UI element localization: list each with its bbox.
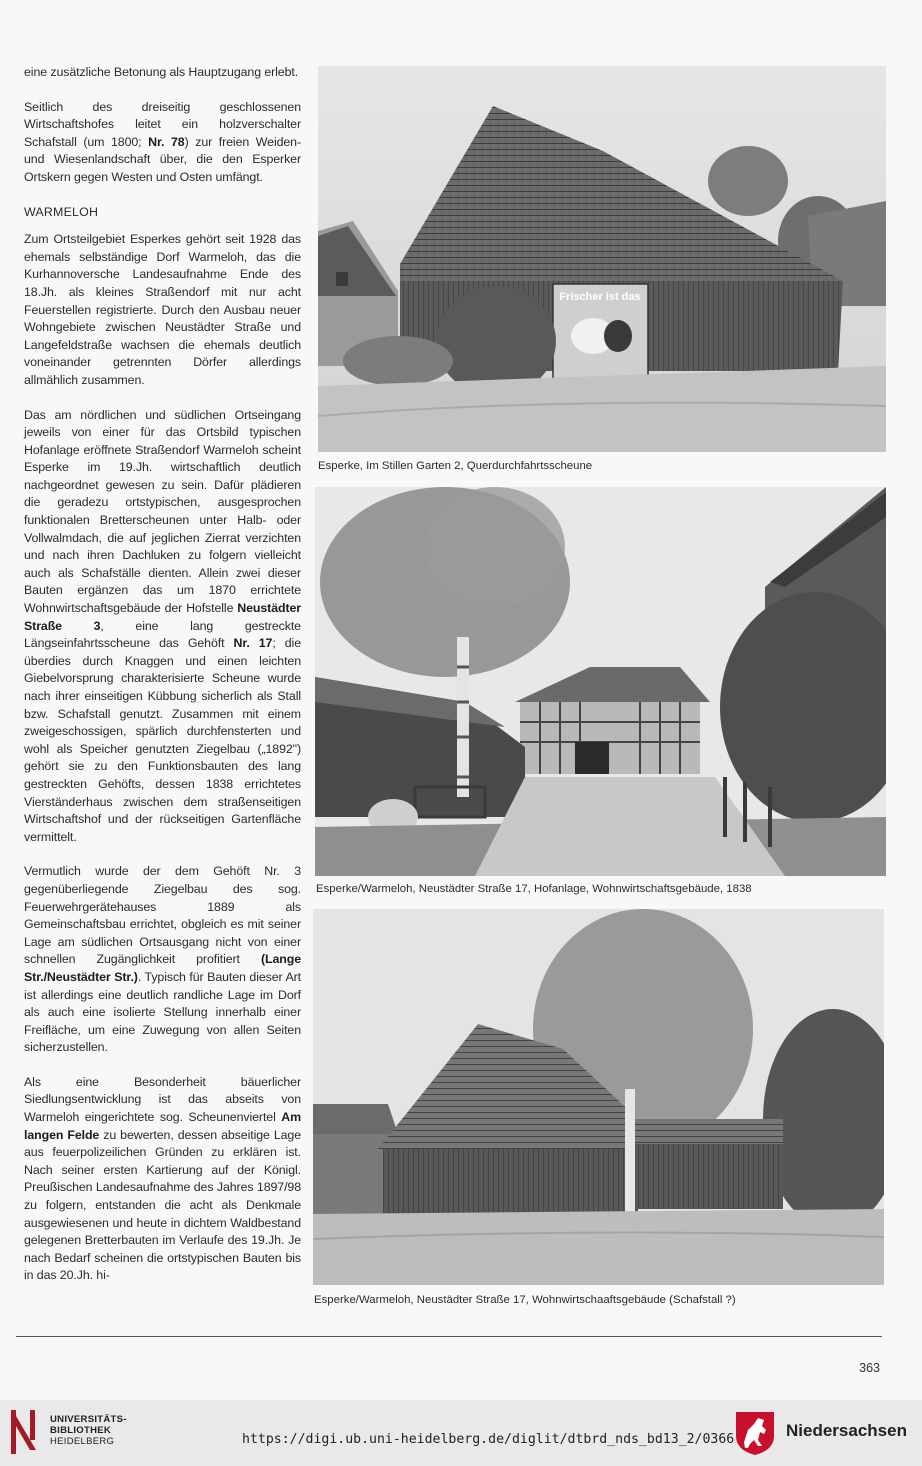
source-url[interactable]: https://digi.ub.uni-heidelberg.de/diglit/dtbrd_nds_bd13_2/0366	[242, 1432, 735, 1447]
paragraph-text: Seitlich des dreiseitig geschlossenen Wirtschaftshofes leitet ein holzverschalter Schafstall (um 1800;	[24, 99, 301, 149]
paragraph-text: Zum Ortsteilgebiet Esperkes gehört seit 1928 das ehemals selbständige Dorf Warmeloh, das die Kurhannoversche Landesaufnahme Ende des 18.Jh. als kleines Straßendorf mit nur acht Feuerstellen registrierte. Durch den Ausbau neuer Wohngebiete zwischen Neustädter Straße und Langefeldstraße wachsen die ehemals deutlich voneinander getrennten Dörfer allerdings allmählich zusammen.	[24, 232, 301, 387]
library-line: BIBLIOTHEK	[50, 1425, 112, 1436]
footer-rule	[16, 1336, 882, 1337]
photo-caption: Esperke, Im Stillen Garten 2, Querdurchfahrtsscheune	[318, 460, 593, 472]
state-name: Niedersachsen	[786, 1421, 907, 1440]
object-reference: Nr. 17	[233, 636, 273, 651]
photo-hofanlage-neustaedter-strasse-17	[315, 487, 886, 876]
paragraph	[24, 99, 301, 187]
library-name	[50, 1414, 127, 1447]
digitization-footer	[0, 1400, 922, 1466]
page-number: 363	[859, 1361, 880, 1375]
paragraph-text: Als eine Besonderheit bäuerlicher Siedlungsentwicklung ist das abseits von Warmeloh eingerichtete sog. Scheunenviertel	[24, 1074, 301, 1125]
object-reference: Neustädter Straße 3	[24, 601, 301, 633]
paragraph	[24, 64, 301, 82]
photo-barn-im-stillen-garten	[318, 66, 886, 452]
paragraph-text: eine zusätzliche Betonung als Hauptzugang erlebt.	[24, 65, 299, 79]
niedersachsen-horse-icon	[734, 1410, 776, 1456]
paragraph-text: , eine lang gestreckte Längseinfahrtsscheune das Gehöft	[24, 618, 301, 651]
photo-caption: Esperke/Warmeloh, Neustädter Straße 17, Wohnwirtschaaftsgebäude (Schafstall ?)	[314, 1294, 736, 1306]
object-reference: Am langen Felde	[24, 1110, 301, 1142]
photo-schafstall-neustaedter-strasse-17	[313, 909, 884, 1285]
university-library-logo-icon	[10, 1408, 40, 1456]
section-heading: WARMELOH	[24, 204, 99, 219]
paragraph-text: . Typisch für Bauten dieser Art ist allerdings eine deutlich randliche Lage im Dorf als auch eine isolierte Stellung innerhalb einer Freifläche, um eine Zuwegung von allen Seiten sicherzustellen.	[24, 969, 302, 1055]
paragraph	[24, 407, 301, 847]
paragraph-text: ) zur freien Weiden- und Wiesenlandschaft über, die den Esperker Ortskern gegen Westen und Osten umfängt.	[24, 134, 301, 184]
paragraph-text: zu bewerten, dessen abseitige Lage aus feuerpolizeilichen Gründen zu erklären ist. Nach seiner ersten Kartierung auf der Königl. Preußischen Landesaufnahme des Jahres 1897/98 zu folgern, entstanden die acht als Denkmale ausgewiesenen und heute in dichtem Waldbestand gelegenen Bretterbauten im Verlaufe des 19.Jh. Je nach Bedarf scheinen die ortstypischen Bauten bis in das 20.Jh. hi-	[24, 1127, 301, 1283]
paragraph	[24, 863, 301, 1057]
paragraph-text: ; die überdies durch Knaggen und einen leichten Giebelvorsprung charakterisierte Scheune wurde nach ihrer einseitigen Kübbung sicherlich als Stall bzw. Schafstall genutzt. Zusammen mit einem zweigeschossigen, spärlich durchfensterten und wohl als Speicher genutzten Ziegelbau („1892") gehört sie zu den Funktionsbauten des lang gestreckten Gehöfts, dessen 1838 errichtetes Vierständerhaus zwischen dem straßenseitigen Wirtschaftshof und der rückseitigen Gartenfläche vermittelt.	[24, 636, 301, 844]
sign-text: Frischer ist das	[559, 291, 641, 303]
library-line: HEIDELBERG	[50, 1436, 115, 1447]
paragraph	[24, 1074, 301, 1285]
text-column	[24, 64, 301, 1302]
photo-caption: Esperke/Warmeloh, Neustädter Straße 17, Hofanlage, Wohnwirtschaftsgebäude, 1838	[316, 883, 752, 895]
object-reference: (Lange Str./Neustädter Str.)	[24, 952, 301, 984]
object-reference: Nr. 78	[148, 134, 185, 149]
paragraph-text: Vermutlich wurde der dem Gehöft Nr. 3 gegenüberliegende Ziegelbau des sog. Feuerwehrgerätehauses 1889 als Gemeinschaftsbau errichtet, obgleich es mit seiner Lage am südlichen Ortsausgang nicht von einer schnellen Zugänglichkeit profitiert	[24, 864, 301, 967]
paragraph-text: Das am nördlichen und südlichen Ortseingang jeweils von einer für das Ortsbild typischen Hofanlage eröffnete Straßendorf Warmeloh scheint Esperke im 19.Jh. wirtschaftlich deutlich nachgeordnet gewesen zu sein. Dafür plädieren die geradezu ortstypischen, ausgesprochen funktionalen Bretterscheunen unter Halb- oder Vollwalmdach, die auf jeglichen Zierrat verzichten und nach ihren Dachluken zu folgern vielleicht auch als Schafställe dienten. Allein zwei dieser Bauten ergänzen das um 1870 errichtete Wohnwirtschaftsgebäude der Hofstelle	[24, 407, 301, 616]
paragraph	[24, 231, 301, 389]
library-line: UNIVERSITÄTS-	[50, 1414, 127, 1425]
